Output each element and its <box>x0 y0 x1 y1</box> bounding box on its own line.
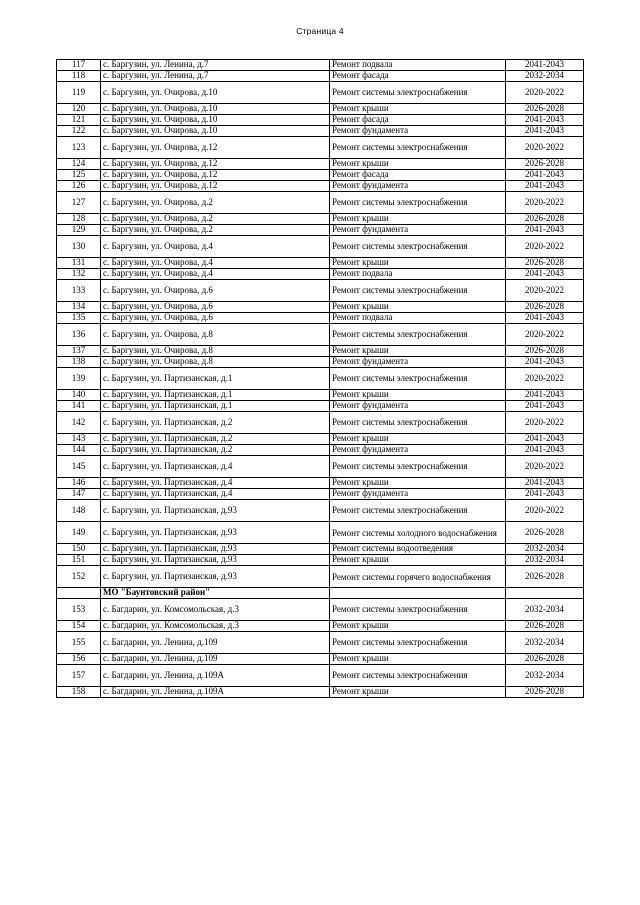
period-cell: 2020-2022 <box>506 500 584 522</box>
table-row <box>57 544 584 555</box>
work-type-cell: Ремонт системы горячего водоснабжения <box>330 566 506 588</box>
period-cell: 2041-2043 <box>506 170 584 181</box>
period-cell: 2041-2043 <box>506 434 584 445</box>
repair-schedule-table <box>56 59 584 698</box>
period-cell: 2041-2043 <box>506 115 584 126</box>
work-type-cell: Ремонт системы электроснабжения <box>330 632 506 654</box>
table-row <box>57 258 584 269</box>
row-number-cell: 121 <box>57 115 101 126</box>
table-row <box>57 280 584 302</box>
period-cell: 2041-2043 <box>506 181 584 192</box>
work-type-cell: Ремонт подвала <box>330 313 506 324</box>
period-cell: 2032-2034 <box>506 632 584 654</box>
row-number-cell: 130 <box>57 236 101 258</box>
table-row <box>57 368 584 390</box>
address-cell: с. Баргузин, ул. Очирова, д.4 <box>101 269 330 280</box>
work-type-cell: Ремонт фундамента <box>330 489 506 500</box>
address-cell: с. Баргузин, ул. Партизанская, д.2 <box>101 434 330 445</box>
table-row <box>57 566 584 588</box>
table-row <box>57 71 584 82</box>
address-cell: с. Баргузин, ул. Очирова, д.6 <box>101 302 330 313</box>
work-type-cell: Ремонт системы электроснабжения <box>330 137 506 159</box>
period-cell: 2032-2034 <box>506 71 584 82</box>
period-cell <box>506 588 584 599</box>
table-row <box>57 170 584 181</box>
table-row <box>57 192 584 214</box>
row-number-cell: 149 <box>57 522 101 544</box>
row-number-cell: 156 <box>57 654 101 665</box>
row-number-cell: 143 <box>57 434 101 445</box>
period-cell: 2041-2043 <box>506 357 584 368</box>
row-number-cell: 133 <box>57 280 101 302</box>
period-cell: 2032-2034 <box>506 555 584 566</box>
table-row <box>57 214 584 225</box>
work-type-cell: Ремонт фундамента <box>330 225 506 236</box>
table-row <box>57 60 584 71</box>
table-row <box>57 401 584 412</box>
period-cell: 2032-2034 <box>506 599 584 621</box>
row-number-cell: 136 <box>57 324 101 346</box>
table-row <box>57 82 584 104</box>
period-cell: 2026-2028 <box>506 104 584 115</box>
row-number-cell: 151 <box>57 555 101 566</box>
table-row <box>57 687 584 698</box>
row-number-cell: 129 <box>57 225 101 236</box>
address-cell: с. Баргузин, ул. Партизанская, д.2 <box>101 445 330 456</box>
work-type-cell: Ремонт системы электроснабжения <box>330 368 506 390</box>
row-number-cell: 145 <box>57 456 101 478</box>
table-row <box>57 412 584 434</box>
row-number-cell: 155 <box>57 632 101 654</box>
table-row <box>57 357 584 368</box>
row-number-cell: 120 <box>57 104 101 115</box>
table-row <box>57 115 584 126</box>
period-cell: 2026-2028 <box>506 214 584 225</box>
table-row <box>57 632 584 654</box>
table-row <box>57 500 584 522</box>
address-cell: с. Баргузин, ул. Очирова, д.12 <box>101 159 330 170</box>
table-row <box>57 434 584 445</box>
table-row <box>57 478 584 489</box>
row-number-cell: 150 <box>57 544 101 555</box>
row-number-cell: 144 <box>57 445 101 456</box>
table-row <box>57 522 584 544</box>
period-cell: 2041-2043 <box>506 225 584 236</box>
period-cell: 2020-2022 <box>506 412 584 434</box>
work-type-cell: Ремонт крыши <box>330 654 506 665</box>
row-number-cell <box>57 588 101 599</box>
row-number-cell: 139 <box>57 368 101 390</box>
period-cell: 2020-2022 <box>506 368 584 390</box>
address-cell: с. Баргузин, ул. Партизанская, д.4 <box>101 478 330 489</box>
row-number-cell: 158 <box>57 687 101 698</box>
row-number-cell: 118 <box>57 71 101 82</box>
work-type-cell: Ремонт системы электроснабжения <box>330 324 506 346</box>
address-cell: с. Баргузин, ул. Партизанская, д.93 <box>101 522 330 544</box>
table-row <box>57 313 584 324</box>
period-cell: 2041-2043 <box>506 390 584 401</box>
address-cell: с. Баргузин, ул. Очирова, д.6 <box>101 313 330 324</box>
work-type-cell: Ремонт системы электроснабжения <box>330 456 506 478</box>
table-row <box>57 390 584 401</box>
row-number-cell: 152 <box>57 566 101 588</box>
work-type-cell: Ремонт фундамента <box>330 401 506 412</box>
address-cell: с. Баргузин, ул. Очирова, д.2 <box>101 214 330 225</box>
work-type-cell: Ремонт системы электроснабжения <box>330 236 506 258</box>
table-row <box>57 159 584 170</box>
work-type-cell: Ремонт системы водоотведения <box>330 544 506 555</box>
row-number-cell: 153 <box>57 599 101 621</box>
work-type-cell: Ремонт системы электроснабжения <box>330 412 506 434</box>
period-cell: 2026-2028 <box>506 654 584 665</box>
row-number-cell: 148 <box>57 500 101 522</box>
table-row <box>57 126 584 137</box>
work-type-cell: Ремонт системы холодного водоснабжения <box>330 522 506 544</box>
work-type-cell: Ремонт фасада <box>330 170 506 181</box>
work-type-cell: Ремонт крыши <box>330 621 506 632</box>
address-cell: с. Баргузин, ул. Очирова, д.12 <box>101 170 330 181</box>
work-type-cell: Ремонт крыши <box>330 214 506 225</box>
address-cell: с. Баргузин, ул. Очирова, д.10 <box>101 126 330 137</box>
row-number-cell: 141 <box>57 401 101 412</box>
work-type-cell: Ремонт фундамента <box>330 445 506 456</box>
address-cell: с. Баргузин, ул. Очирова, д.2 <box>101 225 330 236</box>
address-cell: с. Баргузин, ул. Очирова, д.6 <box>101 280 330 302</box>
address-cell: с. Баргузин, ул. Очирова, д.8 <box>101 357 330 368</box>
address-cell: с. Баргузин, ул. Партизанская, д.93 <box>101 555 330 566</box>
table-row <box>57 445 584 456</box>
address-cell: с. Баргузин, ул. Очирова, д.12 <box>101 181 330 192</box>
period-cell: 2026-2028 <box>506 522 584 544</box>
row-number-cell: 135 <box>57 313 101 324</box>
address-cell: с. Баргузин, ул. Очирова, д.8 <box>101 324 330 346</box>
table-row <box>57 181 584 192</box>
period-cell: 2032-2034 <box>506 544 584 555</box>
period-cell: 2041-2043 <box>506 489 584 500</box>
address-cell: с. Баргузин, ул. Ленина, д.7 <box>101 71 330 82</box>
address-cell: с. Баргузин, ул. Очирова, д.12 <box>101 137 330 159</box>
work-type-cell: Ремонт крыши <box>330 302 506 313</box>
address-cell: с. Баргузин, ул. Очирова, д.2 <box>101 192 330 214</box>
period-cell: 2026-2028 <box>506 566 584 588</box>
address-cell: с. Баргузин, ул. Очирова, д.10 <box>101 115 330 126</box>
row-number-cell: 128 <box>57 214 101 225</box>
table-row <box>57 555 584 566</box>
row-number-cell: 125 <box>57 170 101 181</box>
address-cell: с. Багдарин, ул. Ленина, д.109А <box>101 665 330 687</box>
table-row <box>57 302 584 313</box>
period-cell: 2026-2028 <box>506 302 584 313</box>
row-number-cell: 147 <box>57 489 101 500</box>
row-number-cell: 122 <box>57 126 101 137</box>
row-number-cell: 134 <box>57 302 101 313</box>
table-row <box>57 346 584 357</box>
table-row <box>57 137 584 159</box>
address-cell: с. Баргузин, ул. Ленина, д.7 <box>101 60 330 71</box>
work-type-cell: Ремонт фундамента <box>330 181 506 192</box>
address-cell: с. Баргузин, ул. Партизанская, д.93 <box>101 566 330 588</box>
address-cell: с. Баргузин, ул. Очирова, д.8 <box>101 346 330 357</box>
period-cell: 2026-2028 <box>506 687 584 698</box>
address-cell: с. Баргузин, ул. Очирова, д.4 <box>101 258 330 269</box>
period-cell: 2041-2043 <box>506 478 584 489</box>
section-header-row <box>57 588 584 599</box>
work-type-cell: Ремонт системы электроснабжения <box>330 192 506 214</box>
period-cell: 2041-2043 <box>506 126 584 137</box>
work-type-cell: Ремонт крыши <box>330 687 506 698</box>
work-type-cell: Ремонт крыши <box>330 390 506 401</box>
page-header: Страница 4 <box>296 26 344 36</box>
row-number-cell: 119 <box>57 82 101 104</box>
address-cell: с. Баргузин, ул. Партизанская, д.4 <box>101 489 330 500</box>
period-cell: 2026-2028 <box>506 258 584 269</box>
address-cell: с. Багдарин, ул. Комсомольская, д.3 <box>101 599 330 621</box>
period-cell: 2041-2043 <box>506 60 584 71</box>
work-type-cell: Ремонт крыши <box>330 434 506 445</box>
period-cell: 2020-2022 <box>506 137 584 159</box>
period-cell: 2020-2022 <box>506 324 584 346</box>
work-type-cell: Ремонт крыши <box>330 159 506 170</box>
work-type-cell: Ремонт фасада <box>330 71 506 82</box>
row-number-cell: 146 <box>57 478 101 489</box>
period-cell: 2041-2043 <box>506 401 584 412</box>
row-number-cell: 137 <box>57 346 101 357</box>
row-number-cell: 142 <box>57 412 101 434</box>
work-type-cell: Ремонт фасада <box>330 115 506 126</box>
work-type-cell: Ремонт крыши <box>330 104 506 115</box>
address-cell: с. Баргузин, ул. Партизанская, д.93 <box>101 544 330 555</box>
work-type-cell: Ремонт системы электроснабжения <box>330 82 506 104</box>
address-cell: с. Баргузин, ул. Очирова, д.4 <box>101 236 330 258</box>
table-row <box>57 225 584 236</box>
table-row <box>57 665 584 687</box>
table-row <box>57 236 584 258</box>
address-cell: с. Багдарин, ул. Ленина, д.109 <box>101 632 330 654</box>
address-cell: с. Баргузин, ул. Очирова, д.10 <box>101 104 330 115</box>
row-number-cell: 131 <box>57 258 101 269</box>
work-type-cell: Ремонт крыши <box>330 555 506 566</box>
work-type-cell: Ремонт крыши <box>330 258 506 269</box>
table-row <box>57 621 584 632</box>
row-number-cell: 124 <box>57 159 101 170</box>
period-cell: 2026-2028 <box>506 159 584 170</box>
address-cell: с. Багдарин, ул. Ленина, д.109А <box>101 687 330 698</box>
address-cell: с. Баргузин, ул. Очирова, д.10 <box>101 82 330 104</box>
period-cell: 2041-2043 <box>506 313 584 324</box>
address-cell: с. Баргузин, ул. Партизанская, д.2 <box>101 412 330 434</box>
period-cell: 2041-2043 <box>506 445 584 456</box>
row-number-cell: 140 <box>57 390 101 401</box>
period-cell: 2020-2022 <box>506 456 584 478</box>
period-cell: 2026-2028 <box>506 346 584 357</box>
address-cell: с. Баргузин, ул. Партизанская, д.1 <box>101 401 330 412</box>
work-type-cell: Ремонт системы электроснабжения <box>330 599 506 621</box>
table-row <box>57 456 584 478</box>
period-cell: 2041-2043 <box>506 269 584 280</box>
row-number-cell: 127 <box>57 192 101 214</box>
period-cell: 2020-2022 <box>506 192 584 214</box>
row-number-cell: 157 <box>57 665 101 687</box>
work-type-cell: Ремонт подвала <box>330 269 506 280</box>
table-row <box>57 269 584 280</box>
address-cell: с. Багдарин, ул. Ленина, д.109 <box>101 654 330 665</box>
work-type-cell: Ремонт подвала <box>330 60 506 71</box>
address-cell: с. Баргузин, ул. Партизанская, д.93 <box>101 500 330 522</box>
work-type-cell: Ремонт крыши <box>330 346 506 357</box>
table-row <box>57 654 584 665</box>
address-cell: с. Баргузин, ул. Партизанская, д.1 <box>101 390 330 401</box>
period-cell: 2032-2034 <box>506 665 584 687</box>
row-number-cell: 154 <box>57 621 101 632</box>
address-cell: МО "Баунтовский район" <box>101 588 330 599</box>
table-row <box>57 324 584 346</box>
work-type-cell: Ремонт системы электроснабжения <box>330 500 506 522</box>
address-cell: с. Багдарин, ул. Комсомольская, д.3 <box>101 621 330 632</box>
address-cell: с. Баргузин, ул. Партизанская, д.4 <box>101 456 330 478</box>
work-type-cell <box>330 588 506 599</box>
work-type-cell: Ремонт системы электроснабжения <box>330 280 506 302</box>
row-number-cell: 138 <box>57 357 101 368</box>
row-number-cell: 132 <box>57 269 101 280</box>
period-cell: 2020-2022 <box>506 280 584 302</box>
row-number-cell: 123 <box>57 137 101 159</box>
row-number-cell: 117 <box>57 60 101 71</box>
period-cell: 2020-2022 <box>506 82 584 104</box>
work-type-cell: Ремонт фундамента <box>330 357 506 368</box>
work-type-cell: Ремонт крыши <box>330 478 506 489</box>
work-type-cell: Ремонт фундамента <box>330 126 506 137</box>
row-number-cell: 126 <box>57 181 101 192</box>
table-row <box>57 104 584 115</box>
table-row <box>57 489 584 500</box>
work-type-cell: Ремонт системы электроснабжения <box>330 665 506 687</box>
period-cell: 2026-2028 <box>506 621 584 632</box>
address-cell: с. Баргузин, ул. Партизанская, д.1 <box>101 368 330 390</box>
table-row <box>57 599 584 621</box>
period-cell: 2020-2022 <box>506 236 584 258</box>
